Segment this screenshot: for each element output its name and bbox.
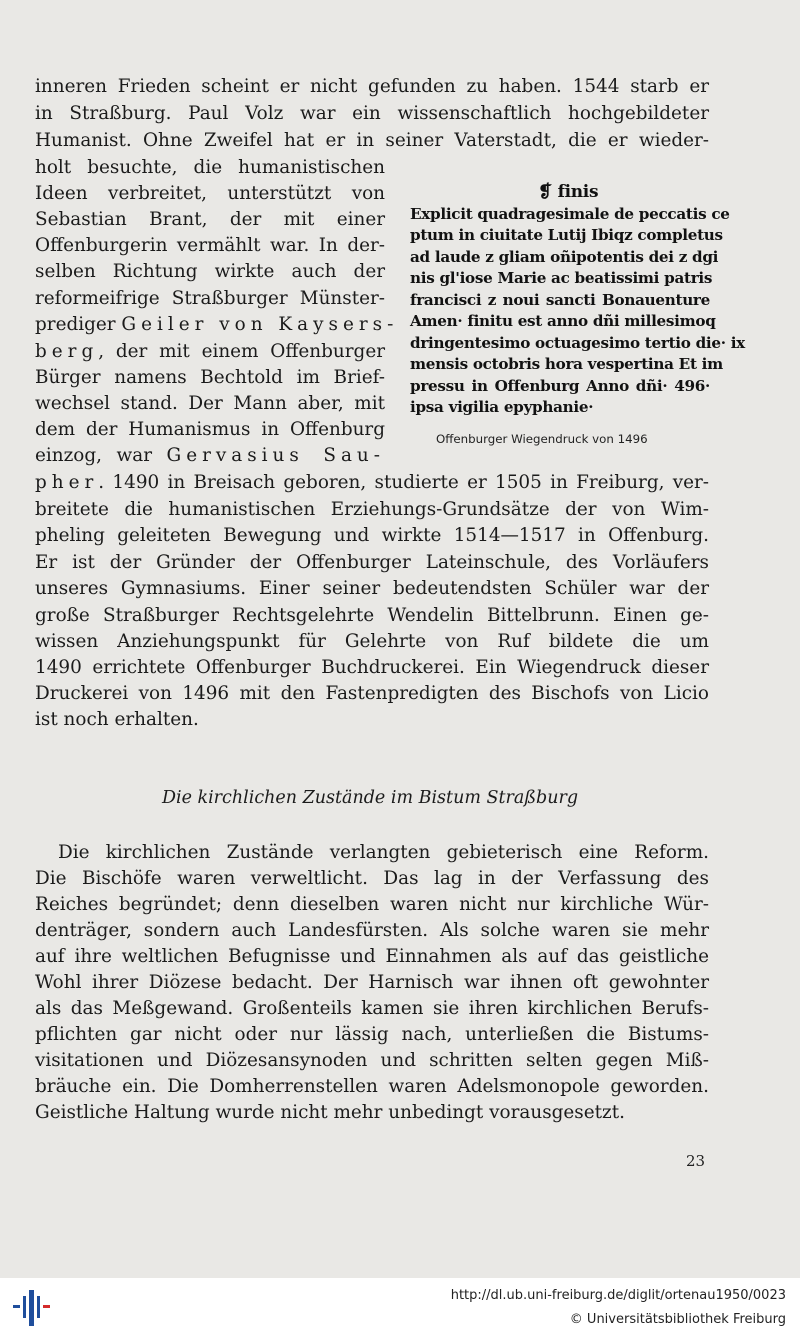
blackletter-line: ad laude z gliam oñipotentis dei z dgi xyxy=(410,247,719,266)
copyright-notice: © Universitätsbibliothek Freiburg xyxy=(569,1312,786,1327)
text-line: Reiches begründet; denn dieselben waren nicht nur kirchliche Wür- xyxy=(35,894,709,915)
text-line: Sebastian Brant, der mit einer xyxy=(35,209,385,230)
text-line: wissen Anziehungspunkt für Gelehrte von Ruf bildete die um xyxy=(35,631,709,652)
blackletter-line: Amen· finitu est anno dñi millesimoq xyxy=(410,312,716,330)
text-line: visitationen und Diözesansynoden und schritten selten gegen Miß- xyxy=(35,1050,709,1071)
text-line: auf ihre weltlichen Befugnisse und Einnahmen als auf das geistliche xyxy=(35,946,709,967)
text-line: pflichten gar nicht oder nur lässig nach, unterließen die Bistums- xyxy=(35,1024,709,1045)
blackletter-line: mensis octobris hora vespertina Et im xyxy=(410,355,723,373)
text-span: . 1490 in Breisach geboren, studierte er 1505 in Freiburg, ver- xyxy=(98,472,709,493)
blackletter-line: ❡ finis xyxy=(538,182,599,202)
text-line: wechsel stand. Der Mann aber, mit xyxy=(35,393,385,414)
source-url[interactable]: http://dl.ub.uni-freiburg.de/diglit/ortenau1950/0023 xyxy=(450,1288,786,1303)
text-line: unseres Gymnasiums. Einer seiner bedeutendsten Schüler war der xyxy=(35,578,709,599)
name-berg: berg xyxy=(35,341,99,362)
text-line: Die kirchlichen Zustände verlangten gebieterisch eine Reform. xyxy=(58,842,709,863)
page-number: 23 xyxy=(686,1152,706,1170)
text-line: Bürger namens Bechtold im Brief- xyxy=(35,367,385,388)
blackletter-line: francisci z noui sancti Bonauenture xyxy=(410,290,710,309)
text-line: Ideen verbreitet, unterstützt von xyxy=(35,183,385,204)
text-line: Die Bischöfe waren verweltlicht. Das lag in der Verfassung des xyxy=(35,868,709,889)
blackletter-text: finis xyxy=(557,182,599,202)
name-gervasius: Gervasius Sau- xyxy=(166,445,385,466)
blackletter-line: dringentesimo octuagesimo tertio die· ix xyxy=(410,333,745,352)
text-span: prediger xyxy=(35,314,116,335)
text-line: holt besuchte, die humanistischen xyxy=(35,157,385,178)
blackletter-line: ipsa vigilia epyphanie· xyxy=(410,398,594,416)
text-line: Geistliche Haltung wurde nicht mehr unbedingt vorausgesetzt. xyxy=(35,1102,625,1123)
text-line xyxy=(35,339,385,365)
incunable-figure xyxy=(400,182,745,452)
text-line: Wohl ihrer Diözese bedacht. Der Harnisch war ihnen oft gewohnter xyxy=(35,972,709,993)
blackletter-line: Explicit quadragesimale de peccatis ce xyxy=(410,204,730,223)
text-line: selben Richtung wirkte auch der xyxy=(35,261,385,282)
text-line: als das Meßgewand. Großenteils kamen sie ihren kirchlichen Berufs- xyxy=(35,998,709,1019)
blackletter-line: pressu in Offenburg Anno dñi· 496· xyxy=(410,376,710,395)
text-line: in Straßburg. Paul Volz war ein wissenschaftlich hochgebildeter xyxy=(35,103,709,124)
ub-freiburg-logo-icon xyxy=(10,1286,54,1330)
text-line: ist noch erhalten. xyxy=(35,709,199,730)
text-line: Offenburgerin vermählt war. In der- xyxy=(35,235,385,256)
text-line: breitete die humanistischen Erziehungs-Grundsätze der von Wim- xyxy=(35,499,709,520)
name-geiler: Geiler von Kaysers- xyxy=(121,314,399,335)
text-span: , der mit einem Offenburger xyxy=(98,341,385,362)
text-line: reformeifrige Straßburger Münster- xyxy=(35,288,385,309)
figure-caption: Offenburger Wiegendruck von 1496 xyxy=(436,432,648,446)
text-line: Er ist der Gründer der Offenburger Lateinschule, des Vorläufers xyxy=(35,552,709,573)
text-line: inneren Frieden scheint er nicht gefunden zu haben. 1544 starb er xyxy=(35,76,709,97)
footer xyxy=(0,1278,800,1336)
text-line xyxy=(35,443,385,469)
blackletter-line: nis gl'iose Marie ac beatissimi patris xyxy=(410,269,713,287)
text-line xyxy=(35,312,399,338)
text-line: große Straßburger Rechtsgelehrte Wendelin Bittelbrunn. Einen ge- xyxy=(35,605,709,626)
name-pher: pher xyxy=(35,472,99,493)
text-line: pheling geleiteten Bewegung und wirkte 1514—1517 in Offenburg. xyxy=(35,525,709,546)
text-line: Druckerei von 1496 mit den Fastenpredigten des Bischofs von Licio xyxy=(35,683,709,704)
section-heading: Die kirchlichen Zustände im Bistum Straßburg xyxy=(161,788,579,808)
text-line: dem der Humanismus in Offenburg xyxy=(35,419,385,440)
blackletter-line: ptum in ciuitate Lutij Ibiqz completus xyxy=(410,226,723,244)
text-line: denträger, sondern auch Landesfürsten. Als solche waren sie mehr xyxy=(35,920,709,941)
text-span: einzog, war xyxy=(35,445,152,466)
blackletter-print xyxy=(410,182,745,419)
text-line: 1490 errichtete Offenburger Buchdruckerei. Ein Wiegendruck dieser xyxy=(35,657,709,678)
text-line: bräuche ein. Die Domherrenstellen waren Adelsmonopole geworden. xyxy=(35,1076,709,1097)
text-line xyxy=(35,470,709,496)
text-line: Humanist. Ohne Zweifel hat er in seiner Vaterstadt, die er wieder- xyxy=(35,130,709,151)
